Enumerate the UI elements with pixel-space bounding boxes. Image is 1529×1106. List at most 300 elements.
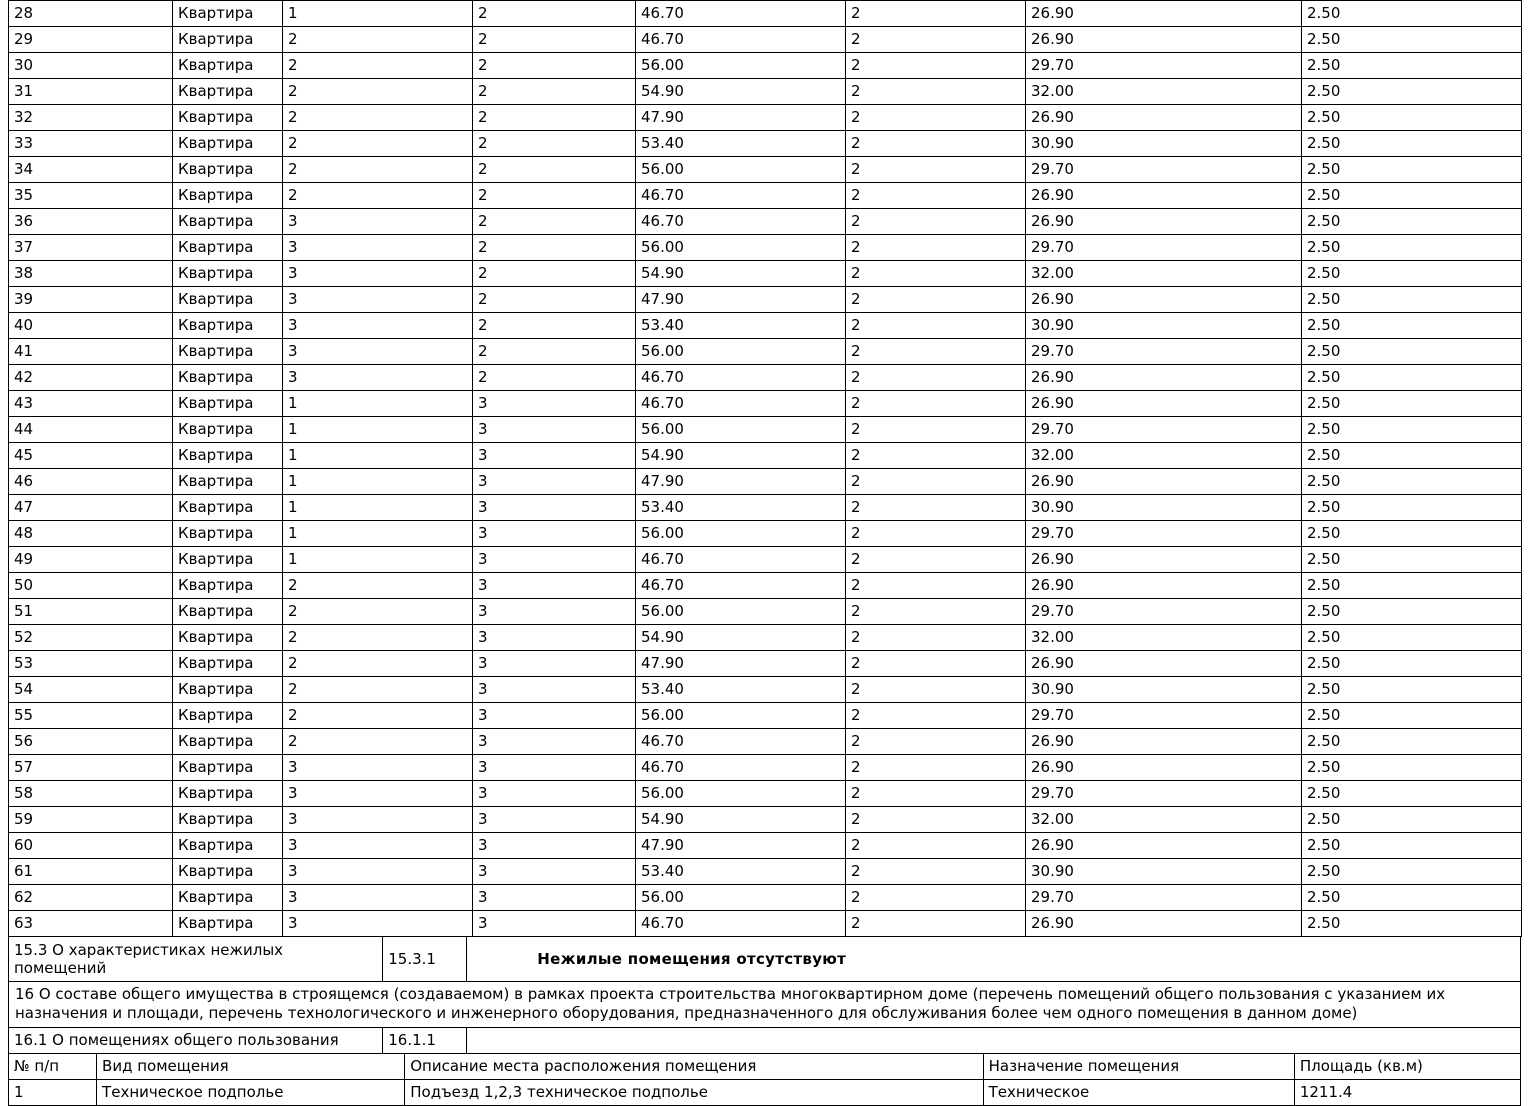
- table-header-row: [9, 1054, 1521, 1080]
- cell-area: 54.90: [636, 625, 846, 651]
- cell-rooms: 2: [846, 183, 1026, 209]
- cell-num: 53: [9, 651, 173, 677]
- cell-ceiling_height: 2.50: [1302, 131, 1522, 157]
- cell-type: Квартира: [173, 651, 283, 677]
- cell-floor: 1: [283, 391, 473, 417]
- cell-section: 3: [473, 547, 636, 573]
- cell-area: 46.70: [636, 547, 846, 573]
- cell-kitchen_area: 26.90: [1026, 833, 1302, 859]
- cell-section: 3: [473, 833, 636, 859]
- cell-num: 61: [9, 859, 173, 885]
- cell-num: 40: [9, 313, 173, 339]
- table-row: [9, 287, 1522, 313]
- cell-rooms: 2: [846, 105, 1026, 131]
- cell-area: 46.70: [636, 911, 846, 937]
- cell-rooms: 2: [846, 755, 1026, 781]
- cell-ceiling_height: 2.50: [1302, 651, 1522, 677]
- cell-section: 3: [473, 625, 636, 651]
- cell-ceiling_height: 2.50: [1302, 755, 1522, 781]
- apartments-table: [8, 0, 1522, 937]
- cell-section: 3: [473, 755, 636, 781]
- cell-kitchen_area: 26.90: [1026, 469, 1302, 495]
- cell-type: Квартира: [173, 365, 283, 391]
- cell-section: 3: [473, 703, 636, 729]
- cell-ceiling_height: 2.50: [1302, 885, 1522, 911]
- cell-num: 60: [9, 833, 173, 859]
- cell-area: 53.40: [636, 313, 846, 339]
- cell-floor: 2: [283, 157, 473, 183]
- cell-ceiling_height: 2.50: [1302, 53, 1522, 79]
- table-row: [9, 677, 1522, 703]
- cell-floor: 2: [283, 677, 473, 703]
- cell-rooms: 2: [846, 209, 1026, 235]
- cell-area: 56.00: [636, 339, 846, 365]
- cell: 1: [9, 1080, 97, 1106]
- cell-type: Квартира: [173, 183, 283, 209]
- cell-area: 56.00: [636, 157, 846, 183]
- cell-ceiling_height: 2.50: [1302, 27, 1522, 53]
- cell-kitchen_area: 29.70: [1026, 781, 1302, 807]
- cell-ceiling_height: 2.50: [1302, 313, 1522, 339]
- cell-section: 2: [473, 53, 636, 79]
- cell-num: 42: [9, 365, 173, 391]
- cell-rooms: 2: [846, 599, 1026, 625]
- cell-section: 3: [473, 391, 636, 417]
- cell-ceiling_height: 2.50: [1302, 807, 1522, 833]
- section-16-1-title: 16.1 О помещениях общего пользования: [9, 1028, 383, 1054]
- cell-rooms: 2: [846, 469, 1026, 495]
- cell-kitchen_area: 26.90: [1026, 911, 1302, 937]
- cell-floor: 3: [283, 755, 473, 781]
- cell-area: 53.40: [636, 677, 846, 703]
- table-row: [9, 365, 1522, 391]
- table-row: [9, 547, 1522, 573]
- cell-ceiling_height: 2.50: [1302, 599, 1522, 625]
- cell-num: 41: [9, 339, 173, 365]
- cell-floor: 3: [283, 911, 473, 937]
- cell-rooms: 2: [846, 729, 1026, 755]
- cell-section: 3: [473, 781, 636, 807]
- cell-kitchen_area: 26.90: [1026, 365, 1302, 391]
- cell-ceiling_height: 2.50: [1302, 469, 1522, 495]
- cell-floor: 2: [283, 79, 473, 105]
- cell-num: 34: [9, 157, 173, 183]
- cell-floor: 2: [283, 625, 473, 651]
- cell-type: Квартира: [173, 833, 283, 859]
- cell-kitchen_area: 26.90: [1026, 755, 1302, 781]
- cell-section: 3: [473, 677, 636, 703]
- cell-area: 56.00: [636, 781, 846, 807]
- cell-ceiling_height: 2.50: [1302, 911, 1522, 937]
- cell-kitchen_area: 29.70: [1026, 417, 1302, 443]
- cell-rooms: 2: [846, 391, 1026, 417]
- table-row: [9, 53, 1522, 79]
- cell-area: 56.00: [636, 885, 846, 911]
- cell-section: 3: [473, 651, 636, 677]
- table-row: [9, 339, 1522, 365]
- cell-floor: 2: [283, 573, 473, 599]
- table-row: [9, 417, 1522, 443]
- cell-rooms: 2: [846, 417, 1026, 443]
- cell-area: 47.90: [636, 833, 846, 859]
- cell-type: Квартира: [173, 703, 283, 729]
- cell-type: Квартира: [173, 573, 283, 599]
- cell-rooms: 2: [846, 781, 1026, 807]
- cell-kitchen_area: 32.00: [1026, 807, 1302, 833]
- cell-ceiling_height: 2.50: [1302, 1, 1522, 27]
- cell-section: 2: [473, 287, 636, 313]
- table-row: [9, 27, 1522, 53]
- cell-type: Квартира: [173, 105, 283, 131]
- cell-area: 54.90: [636, 443, 846, 469]
- cell-rooms: 2: [846, 833, 1026, 859]
- cell-num: 52: [9, 625, 173, 651]
- table-row: [9, 235, 1522, 261]
- cell: Техническое: [983, 1080, 1294, 1106]
- cell-type: Квартира: [173, 157, 283, 183]
- cell-ceiling_height: 2.50: [1302, 521, 1522, 547]
- cell-area: 46.70: [636, 27, 846, 53]
- cell-type: Квартира: [173, 729, 283, 755]
- cell-ceiling_height: 2.50: [1302, 209, 1522, 235]
- cell-type: Квартира: [173, 1, 283, 27]
- cell-num: 59: [9, 807, 173, 833]
- cell-type: Квартира: [173, 677, 283, 703]
- cell-section: 2: [473, 209, 636, 235]
- cell-type: Квартира: [173, 209, 283, 235]
- table-row: [9, 859, 1522, 885]
- cell-type: Квартира: [173, 79, 283, 105]
- cell-kitchen_area: 26.90: [1026, 651, 1302, 677]
- cell-rooms: 2: [846, 625, 1026, 651]
- cell-rooms: 2: [846, 1, 1026, 27]
- cell-floor: 2: [283, 131, 473, 157]
- cell-type: Квартира: [173, 521, 283, 547]
- cell-type: Квартира: [173, 495, 283, 521]
- cell-kitchen_area: 26.90: [1026, 547, 1302, 573]
- cell-kitchen_area: 32.00: [1026, 261, 1302, 287]
- cell-kitchen_area: 32.00: [1026, 443, 1302, 469]
- cell-kitchen_area: 26.90: [1026, 287, 1302, 313]
- cell-type: Квартира: [173, 781, 283, 807]
- cell-type: Квартира: [173, 261, 283, 287]
- cell-type: Квартира: [173, 443, 283, 469]
- section-15-3-table: [8, 936, 1521, 982]
- cell-area: 46.70: [636, 729, 846, 755]
- cell-section: 2: [473, 1, 636, 27]
- cell-area: 56.00: [636, 235, 846, 261]
- cell-type: Квартира: [173, 625, 283, 651]
- cell-kitchen_area: 26.90: [1026, 27, 1302, 53]
- cell-rooms: 2: [846, 157, 1026, 183]
- cell-num: 55: [9, 703, 173, 729]
- cell-section: 3: [473, 469, 636, 495]
- cell-rooms: 2: [846, 703, 1026, 729]
- cell-area: 56.00: [636, 53, 846, 79]
- cell-num: 36: [9, 209, 173, 235]
- cell-type: Квартира: [173, 755, 283, 781]
- cell-type: Квартира: [173, 313, 283, 339]
- cell-area: 47.90: [636, 105, 846, 131]
- cell-rooms: 2: [846, 911, 1026, 937]
- cell-section: 2: [473, 365, 636, 391]
- cell-area: 56.00: [636, 599, 846, 625]
- cell-type: Квартира: [173, 131, 283, 157]
- cell-ceiling_height: 2.50: [1302, 157, 1522, 183]
- cell-floor: 3: [283, 885, 473, 911]
- cell-ceiling_height: 2.50: [1302, 547, 1522, 573]
- cell-area: 46.70: [636, 209, 846, 235]
- cell-type: Квартира: [173, 807, 283, 833]
- cell-area: 54.90: [636, 261, 846, 287]
- cell-rooms: 2: [846, 27, 1026, 53]
- cell-section: 3: [473, 521, 636, 547]
- table-row: [9, 885, 1522, 911]
- cell-floor: 1: [283, 495, 473, 521]
- table-row: [9, 807, 1522, 833]
- cell-floor: 1: [283, 417, 473, 443]
- section-16-table: [8, 981, 1521, 1028]
- cell-rooms: 2: [846, 339, 1026, 365]
- cell-type: Квартира: [173, 859, 283, 885]
- cell-kitchen_area: 29.70: [1026, 339, 1302, 365]
- cell: Техническое подполье: [97, 1080, 405, 1106]
- cell-num: 48: [9, 521, 173, 547]
- table-row: [9, 1, 1522, 27]
- table-row: [9, 261, 1522, 287]
- cell-rooms: 2: [846, 521, 1026, 547]
- cell-ceiling_height: 2.50: [1302, 859, 1522, 885]
- cell-ceiling_height: 2.50: [1302, 261, 1522, 287]
- cell-floor: 2: [283, 651, 473, 677]
- cell-floor: 3: [283, 209, 473, 235]
- section-15-3-code: 15.3.1: [383, 937, 467, 982]
- cell-ceiling_height: 2.50: [1302, 183, 1522, 209]
- cell-kitchen_area: 26.90: [1026, 105, 1302, 131]
- cell-ceiling_height: 2.50: [1302, 443, 1522, 469]
- cell-rooms: 2: [846, 261, 1026, 287]
- cell: 1211.4: [1294, 1080, 1520, 1106]
- cell-area: 46.70: [636, 365, 846, 391]
- cell-floor: 3: [283, 365, 473, 391]
- cell-floor: 2: [283, 105, 473, 131]
- column-header: Описание места расположения помещения: [405, 1054, 983, 1080]
- cell-section: 3: [473, 807, 636, 833]
- cell-rooms: 2: [846, 885, 1026, 911]
- cell-area: 53.40: [636, 495, 846, 521]
- table-row: [9, 755, 1522, 781]
- cell-num: 47: [9, 495, 173, 521]
- cell-area: 46.70: [636, 573, 846, 599]
- table-row: [9, 729, 1522, 755]
- cell-num: 44: [9, 417, 173, 443]
- column-header: № п/п: [9, 1054, 97, 1080]
- cell-section: 2: [473, 261, 636, 287]
- cell-section: 3: [473, 417, 636, 443]
- table-row: [9, 521, 1522, 547]
- cell-type: Квартира: [173, 469, 283, 495]
- cell-num: 63: [9, 911, 173, 937]
- cell-num: 28: [9, 1, 173, 27]
- cell-area: 46.70: [636, 755, 846, 781]
- cell-rooms: 2: [846, 53, 1026, 79]
- cell-section: 2: [473, 79, 636, 105]
- cell-floor: 1: [283, 443, 473, 469]
- table-row: [9, 79, 1522, 105]
- section-15-3-title: 15.3 О характеристиках нежилых помещений: [9, 937, 383, 982]
- cell-ceiling_height: 2.50: [1302, 573, 1522, 599]
- cell-num: 31: [9, 79, 173, 105]
- table-row: [9, 469, 1522, 495]
- cell-kitchen_area: 30.90: [1026, 677, 1302, 703]
- cell-section: 2: [473, 313, 636, 339]
- cell-num: 35: [9, 183, 173, 209]
- cell-type: Квартира: [173, 391, 283, 417]
- cell-floor: 3: [283, 235, 473, 261]
- cell-section: 2: [473, 105, 636, 131]
- cell-kitchen_area: 29.70: [1026, 885, 1302, 911]
- table-row: [9, 131, 1522, 157]
- cell-kitchen_area: 26.90: [1026, 729, 1302, 755]
- cell-num: 57: [9, 755, 173, 781]
- cell-type: Квартира: [173, 599, 283, 625]
- section-16-1-empty: [467, 1028, 1521, 1054]
- cell-kitchen_area: 26.90: [1026, 573, 1302, 599]
- table-row: [9, 1028, 1521, 1054]
- cell-section: 2: [473, 339, 636, 365]
- cell-area: 47.90: [636, 651, 846, 677]
- cell-area: 46.70: [636, 183, 846, 209]
- cell-num: 32: [9, 105, 173, 131]
- table-row: [9, 651, 1522, 677]
- cell-rooms: 2: [846, 677, 1026, 703]
- cell-section: 2: [473, 183, 636, 209]
- cell-floor: 1: [283, 547, 473, 573]
- table-row: [9, 573, 1522, 599]
- cell-kitchen_area: 26.90: [1026, 183, 1302, 209]
- cell-ceiling_height: 2.50: [1302, 287, 1522, 313]
- table-row: [9, 313, 1522, 339]
- table-row: [9, 443, 1522, 469]
- column-header: Площадь (кв.м): [1294, 1054, 1520, 1080]
- cell-num: 51: [9, 599, 173, 625]
- cell-floor: 3: [283, 807, 473, 833]
- cell-type: Квартира: [173, 417, 283, 443]
- cell-num: 54: [9, 677, 173, 703]
- cell-ceiling_height: 2.50: [1302, 339, 1522, 365]
- cell-rooms: 2: [846, 495, 1026, 521]
- cell-floor: 3: [283, 261, 473, 287]
- table-row: [9, 833, 1522, 859]
- table-row: [9, 599, 1522, 625]
- cell-num: 58: [9, 781, 173, 807]
- cell-type: Квартира: [173, 339, 283, 365]
- cell-area: 47.90: [636, 287, 846, 313]
- table-row: [9, 982, 1521, 1028]
- cell: Подъезд 1,2,3 техническое подполье: [405, 1080, 983, 1106]
- table-row: [9, 495, 1522, 521]
- cell-rooms: 2: [846, 365, 1026, 391]
- cell-floor: 3: [283, 287, 473, 313]
- cell-type: Квартира: [173, 911, 283, 937]
- cell-section: 3: [473, 859, 636, 885]
- column-header: Назначение помещения: [983, 1054, 1294, 1080]
- cell-section: 2: [473, 157, 636, 183]
- cell-kitchen_area: 30.90: [1026, 495, 1302, 521]
- cell-rooms: 2: [846, 807, 1026, 833]
- table-row: [9, 911, 1522, 937]
- cell-section: 3: [473, 911, 636, 937]
- cell-kitchen_area: 30.90: [1026, 313, 1302, 339]
- cell-num: 29: [9, 27, 173, 53]
- cell-num: 33: [9, 131, 173, 157]
- cell-kitchen_area: 29.70: [1026, 703, 1302, 729]
- cell-area: 54.90: [636, 807, 846, 833]
- cell-area: 53.40: [636, 131, 846, 157]
- cell-section: 2: [473, 131, 636, 157]
- cell-ceiling_height: 2.50: [1302, 365, 1522, 391]
- column-header: Вид помещения: [97, 1054, 405, 1080]
- cell-rooms: 2: [846, 859, 1026, 885]
- cell-floor: 1: [283, 469, 473, 495]
- cell-ceiling_height: 2.50: [1302, 781, 1522, 807]
- table-row: [9, 209, 1522, 235]
- cell-num: 37: [9, 235, 173, 261]
- table-row: [9, 937, 1521, 982]
- cell-area: 46.70: [636, 1, 846, 27]
- section-15-3-value: Нежилые помещения отсутствуют: [467, 937, 1521, 982]
- cell-kitchen_area: 26.90: [1026, 1, 1302, 27]
- table-row: [9, 625, 1522, 651]
- cell-kitchen_area: 32.00: [1026, 79, 1302, 105]
- cell-area: 53.40: [636, 859, 846, 885]
- cell-floor: 3: [283, 339, 473, 365]
- cell-type: Квартира: [173, 53, 283, 79]
- cell-floor: 2: [283, 53, 473, 79]
- cell-ceiling_height: 2.50: [1302, 391, 1522, 417]
- cell-section: 3: [473, 495, 636, 521]
- cell-floor: 2: [283, 27, 473, 53]
- cell-floor: 2: [283, 599, 473, 625]
- cell-rooms: 2: [846, 131, 1026, 157]
- cell-kitchen_area: 29.70: [1026, 157, 1302, 183]
- cell-section: 2: [473, 235, 636, 261]
- cell-kitchen_area: 32.00: [1026, 625, 1302, 651]
- cell-rooms: 2: [846, 235, 1026, 261]
- cell-rooms: 2: [846, 651, 1026, 677]
- cell-ceiling_height: 2.50: [1302, 625, 1522, 651]
- section-16-1-table: [8, 1027, 1521, 1054]
- section-16-paragraph: 16 О составе общего имущества в строящемся (создаваемом) в рамках проекта строительства многоквартирном доме (перечень помещений общего пользования с указанием их назначения и площади, перечень технологического и инженерного оборудования, предназначенного для обслуживания более чем одного помещения в данном доме): [9, 982, 1521, 1028]
- cell-floor: 2: [283, 729, 473, 755]
- cell-type: Квартира: [173, 235, 283, 261]
- cell-floor: 1: [283, 1, 473, 27]
- cell-type: Квартира: [173, 547, 283, 573]
- cell-area: 56.00: [636, 417, 846, 443]
- table-row: [9, 703, 1522, 729]
- cell-rooms: 2: [846, 573, 1026, 599]
- cell-rooms: 2: [846, 313, 1026, 339]
- cell-num: 56: [9, 729, 173, 755]
- cell-ceiling_height: 2.50: [1302, 677, 1522, 703]
- table-row: [9, 1080, 1521, 1106]
- cell-section: 3: [473, 599, 636, 625]
- cell-num: 49: [9, 547, 173, 573]
- cell-kitchen_area: 30.90: [1026, 859, 1302, 885]
- table-row: [9, 391, 1522, 417]
- cell-floor: 3: [283, 781, 473, 807]
- cell-area: 47.90: [636, 469, 846, 495]
